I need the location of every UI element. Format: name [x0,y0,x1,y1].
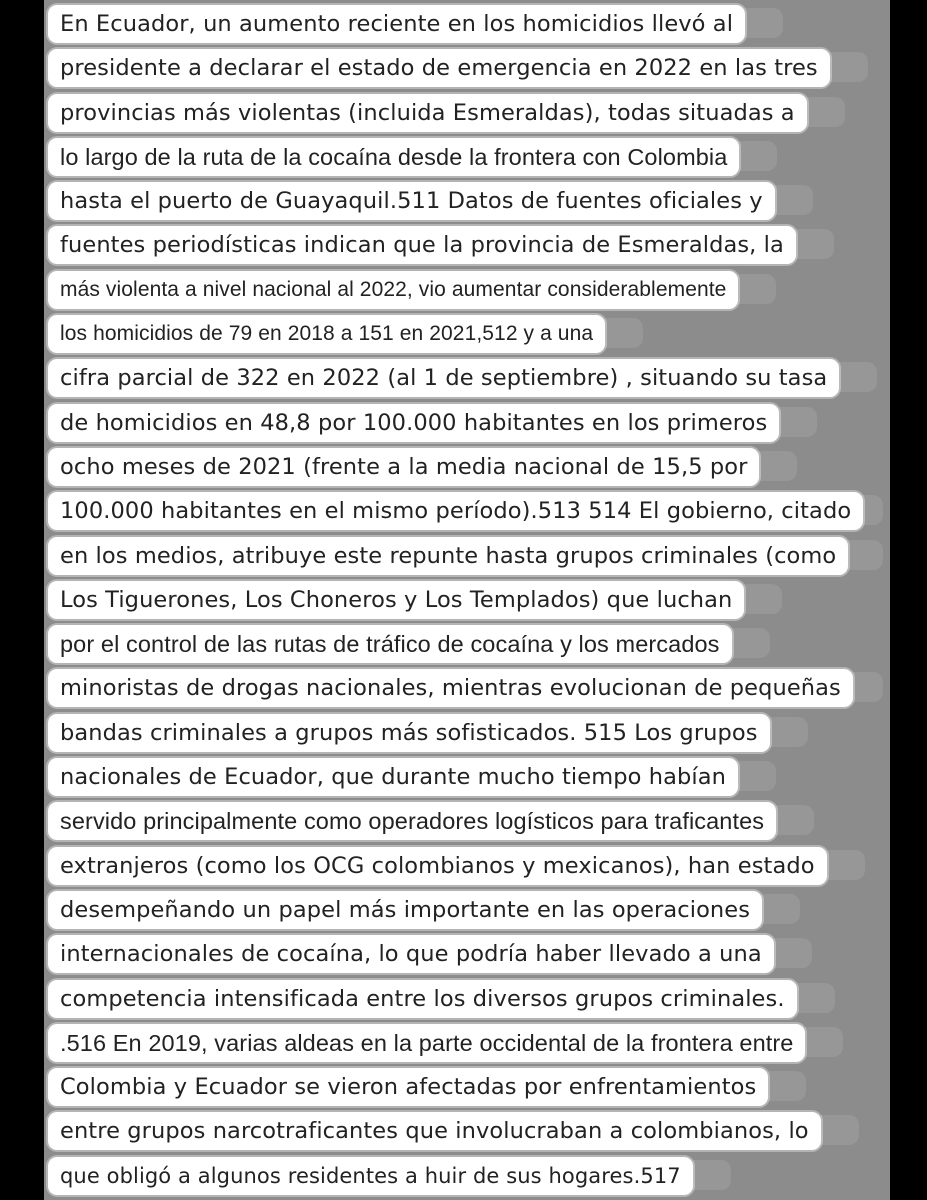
document-text [48,2,883,1198]
line-text: Colombia y Ecuador se vieron afectadas por enfrentamientos [60,1074,757,1101]
line-text: desempeñando un papel más importante en las operaciones [60,896,751,923]
text-line [48,578,883,622]
line-text: internacionales de cocaína, lo que podría haber llevado a una [60,941,762,968]
line-text: lo largo de la ruta de la cocaína desde la frontera con Colombia [60,143,728,170]
text-line [48,179,883,223]
line-text: extranjeros (como los OCG colombianos y mexicanos), han estado [60,852,815,879]
text-line [48,46,883,90]
text-line [48,356,883,400]
text-line [48,489,883,533]
text-line [48,91,883,135]
line-text: hasta el puerto de Guayaquil.511 Datos de fuentes oficiales y [60,188,763,215]
text-line [48,534,883,578]
line-text: cifra parcial de 322 en 2022 (al 1 de septiembre) , situando su tasa [60,365,828,392]
line-text: entre grupos narcotraficantes que involucraban a colombianos, lo [60,1118,809,1145]
line-text: por el control de las rutas de tráfico de cocaína y los mercados [60,631,720,658]
line-text: presidente a declarar el estado de emergencia en 2022 en las tres [60,55,818,82]
line-text: competencia intensificada entre los diversos grupos criminales. [60,985,785,1012]
line-text: que obligó a algunos residentes a huir de sus hogares.517 [60,1163,681,1188]
text-line [48,711,883,755]
text-line [48,666,883,710]
text-line [48,1065,883,1109]
line-text: los homicidios de 79 en 2018 a 151 en 2021,512 y a una [60,322,594,346]
text-line [48,1154,883,1198]
line-text: En Ecuador, un aumento reciente en los homicidios llevó al [60,11,734,37]
text-line [48,2,883,46]
line-text: en los medios, atribuye este repunte hasta grupos criminales (como [60,542,837,569]
line-text: minoristas de drogas nacionales, mientras evolucionan de pequeñas [60,675,841,702]
line-text: más violenta a nivel nacional al 2022, vio aumentar considerablemente [60,277,727,301]
text-line [48,932,883,976]
text-line [48,844,883,888]
text-line [48,135,883,179]
line-text: 100.000 habitantes en el mismo período).513 514 El gobierno, citado [60,498,852,525]
text-line [48,1021,883,1065]
line-text: ocho meses de 2021 (frente a la media nacional de 15,5 por [60,453,748,480]
text-line [48,445,883,489]
line-text: .516 En 2019, varias aldeas en la parte occidental de la frontera entre [60,1029,794,1056]
line-text: provincias más violentas (incluida Esmeraldas), todas situadas a [60,99,795,126]
text-line [48,977,883,1021]
text-line [48,799,883,843]
line-text: nacionales de Ecuador, que durante mucho tiempo habían [60,764,726,791]
text-line [48,268,883,312]
text-line [48,1109,883,1153]
text-line [48,888,883,932]
line-text: de homicidios en 48,8 por 100.000 habitantes en los primeros [60,409,768,436]
text-line [48,312,883,356]
line-text: Los Tiguerones, Los Choneros y Los Templados) que luchan [60,586,733,613]
text-line [48,401,883,445]
text-line [48,622,883,666]
text-line [48,223,883,267]
line-text: servido principalmente como operadores logísticos para traficantes [60,808,765,835]
text-line [48,755,883,799]
line-text: fuentes periodísticas indican que la provincia de Esmeraldas, la [60,232,784,259]
line-text: bandas criminales a grupos más sofisticados. 515 Los grupos [60,719,758,746]
